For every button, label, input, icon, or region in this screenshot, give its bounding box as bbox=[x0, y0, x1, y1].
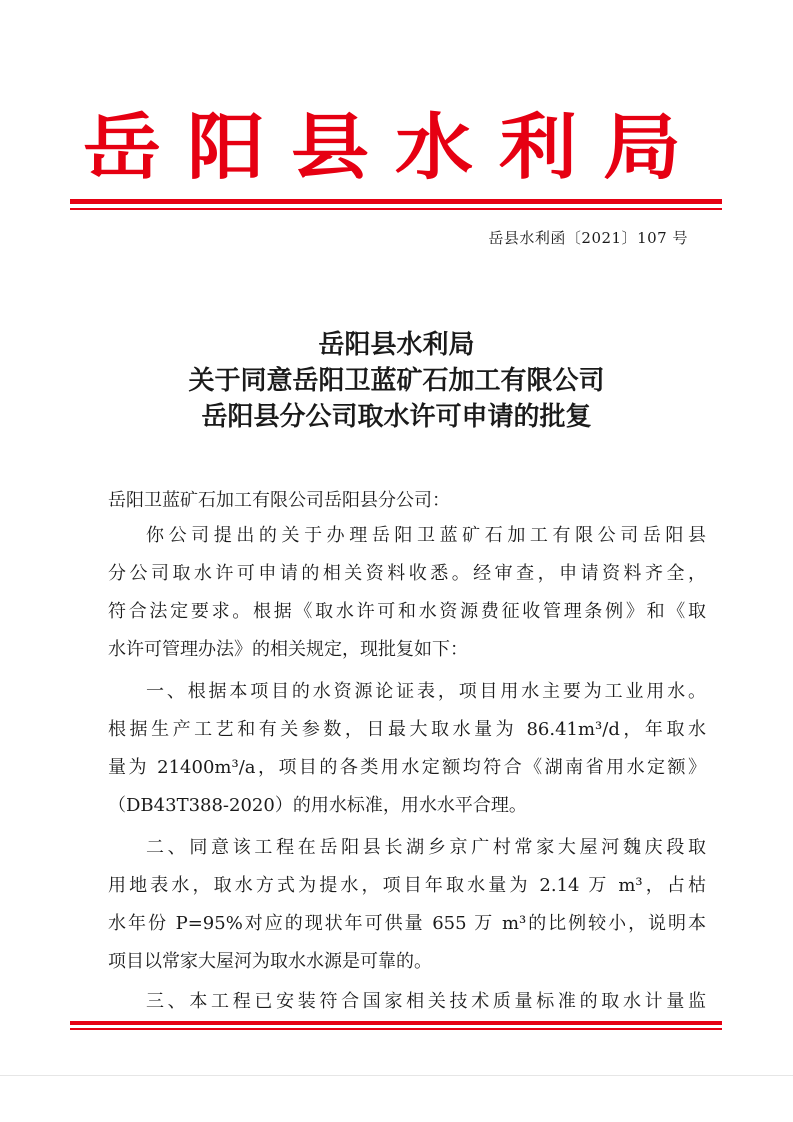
body-line: 根据生产工艺和有关参数，日最大取水量为 86.41m³/d，年取水 bbox=[108, 719, 706, 740]
body-line: （DB43T388-2020）的用水标准，用水水平合理。 bbox=[108, 795, 527, 816]
body-line: 用地表水，取水方式为提水，项目年取水量为 2.14 万 m³，占枯 bbox=[108, 875, 706, 896]
title-line-2: 关于同意岳阳卫蓝矿石加工有限公司 bbox=[188, 366, 605, 396]
scan-edge-line bbox=[0, 1075, 793, 1076]
body-line: 你公司提出的关于办理岳阳卫蓝矿石加工有限公司岳阳县 bbox=[146, 525, 706, 546]
document-title bbox=[0, 327, 793, 435]
agency-masthead: 岳阳县水利局 bbox=[82, 105, 707, 190]
addressee: 岳阳卫蓝矿石加工有限公司岳阳县分公司： bbox=[108, 490, 450, 511]
body-line: 量为 21400m³/a，项目的各类用水定额均符合《湖南省用水定额》 bbox=[108, 757, 706, 778]
body-line: 符合法定要求。根据《取水许可和水资源费征收管理条例》和《取 bbox=[108, 601, 706, 622]
body-line: 三、本工程已安装符合国家相关技术质量标准的取水计量监 bbox=[146, 991, 706, 1012]
header-rule-thick bbox=[70, 199, 722, 204]
body-line: 水许可管理办法》的相关规定，现批复如下： bbox=[108, 639, 468, 660]
body-line: 分公司取水许可申请的相关资料收悉。经审查，申请资料齐全， bbox=[108, 563, 706, 584]
body-line: 二、同意该工程在岳阳县长湖乡京广村常家大屋河魏庆段取 bbox=[146, 837, 706, 858]
body-line: 水年份 P=95%对应的现状年可供量 655 万 m³的比例较小，说明本 bbox=[108, 913, 706, 934]
document-number: 岳县水利函〔2021〕107 号 bbox=[488, 229, 688, 247]
body-line: 项目以常家大屋河为取水水源是可靠的。 bbox=[108, 951, 432, 972]
body-line: 一、根据本项目的水资源论证表，项目用水主要为工业用水。 bbox=[146, 681, 706, 702]
footer-rule-thin bbox=[70, 1028, 722, 1030]
title-line-3: 岳阳县分公司取水许可申请的批复 bbox=[201, 402, 592, 432]
header-rule-thin bbox=[70, 208, 722, 210]
footer-rule-thick bbox=[70, 1021, 722, 1025]
title-line-1: 岳阳县水利局 bbox=[318, 330, 475, 360]
